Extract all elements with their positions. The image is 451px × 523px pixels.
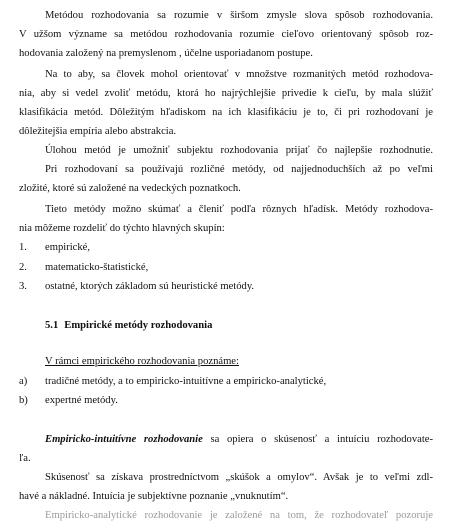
paragraph-7-line-1-rest: sa opiera o skúsenosť a intuíciu rozhodovate-: [202, 434, 433, 445]
paragraph-4-line-2: zložité, ktoré sú založené na vedeckých poznatkoch.: [19, 183, 241, 194]
paragraph-8-line-1: Skúsenosť sa získava prostredníctvom „skúšok a omylov“. Avšak je to veľmi zdl-: [45, 472, 433, 483]
list-item-a-label: a): [19, 376, 28, 387]
list-item-2-number: 2.: [19, 262, 27, 273]
paragraph-1-line-2: V užšom význame sa metódou rozhodovania rozumie cieľovo orientovaný spôsob roz-: [19, 29, 433, 40]
paragraph-1-line-3: hodovania založený na premyslenom , účelne usporiadanom postupe.: [19, 48, 313, 59]
paragraph-2-line-2: nia, aby si vedel zvoliť metódu, ktorá ho najrýchlejšie privedie k cieľu, by mala slúžiť: [19, 88, 433, 99]
list-item-b-label: b): [19, 395, 28, 406]
paragraph-2-line-3: klasifikácia metód. Dôležitým hľadiskom na ich klasifikáciu je to, či pri rozhodovaní je: [19, 107, 433, 118]
paragraph-8-line-2: havé a nákladné. Intuícia je subjektívne poznanie „vnuknutím“.: [19, 491, 289, 502]
list-item-b-text: expertné metódy.: [45, 395, 118, 406]
paragraph-3-line-1: Úlohou metód je umožniť subjektu rozhodovania prijať čo najlepšie rozhodnutie.: [45, 145, 433, 156]
paragraph-5-line-1: Tieto metódy možno skúmať a členiť podľa rôznych hľadísk. Metódy rozhodova-: [45, 204, 433, 215]
paragraph-9-line-1: Empiricko-analytické rozhodovanie je založené na tom, že rozhodovateľ pozoruje: [45, 510, 433, 521]
section-title: Empirické metódy rozhodovania: [64, 320, 213, 331]
list-item-1-number: 1.: [19, 242, 27, 253]
list-item-1-text: empirické,: [45, 242, 91, 253]
list-item-3-number: 3.: [19, 281, 27, 292]
list-item-2-text: matematicko-štatistické,: [45, 262, 149, 273]
section-number: 5.1: [45, 320, 59, 331]
paragraph-2-line-4: dôležitejšia empíria alebo abstrakcia.: [19, 126, 177, 137]
paragraph-4-line-1: Pri rozhodovaní sa používajú rozličné metódy, od najjednoduchších až po veľmi: [45, 164, 433, 175]
paragraph-1-line-1: Metódou rozhodovania sa rozumie v širšom zmysle slova spôsob rozhodovania.: [45, 10, 433, 21]
intuitive-term: Empiricko-intuitívne rozhodovanie: [45, 434, 203, 445]
paragraph-7-line-2: ľa.: [19, 453, 31, 464]
paragraph-7-line-1: [45, 433, 433, 447]
list-item-3-text: ostatné, ktorých základom sú heuristické metódy.: [45, 281, 255, 292]
list-item-a-text: tradičné metódy, a to empiricko-intuitívne a empiricko-analytické,: [45, 376, 327, 387]
section-heading: [45, 319, 212, 333]
paragraph-5-line-2: nia môžeme rozdeliť do týchto hlavných skupín:: [19, 223, 225, 234]
paragraph-2-line-1: Na to aby, sa človek mohol orientovať v množstve rozmanitých metód rozhodova-: [45, 69, 433, 80]
empirical-lead: V rámci empirického rozhodovania poznáme:: [45, 356, 239, 367]
